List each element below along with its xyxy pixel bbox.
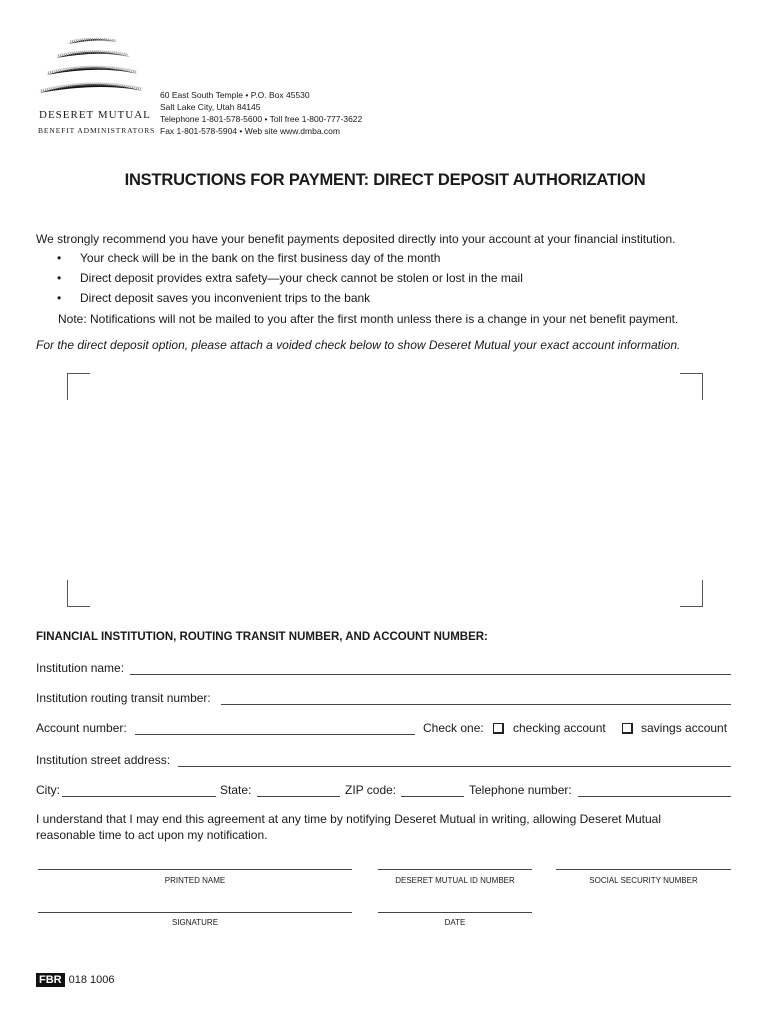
- form-number-value: 018 1006: [68, 974, 115, 986]
- printed-name-label: PRINTED NAME: [164, 876, 226, 885]
- city-label: City:: [36, 783, 60, 797]
- note-text: Note: Notifications will not be mailed to you after the first month unless there is a change in your net benefit payment.: [58, 312, 679, 326]
- signature-label: SIGNATURE: [171, 918, 219, 927]
- state-field[interactable]: [257, 796, 340, 797]
- form-prefix-badge: FBR: [36, 973, 65, 987]
- address-line: 60 East South Temple • P.O. Box 45530: [160, 90, 310, 100]
- attach-check-instruction: For the direct deposit option, please attach a voided check below to show Deseret Mutual your exact account information.: [36, 338, 681, 352]
- checking-account-checkbox[interactable]: [493, 723, 504, 734]
- check-area-corner: [67, 373, 90, 400]
- bullet-glyph: •: [57, 291, 62, 305]
- form-number: [36, 973, 115, 987]
- address-line: Fax 1-801-578-5904 • Web site www.dmba.com: [160, 126, 340, 136]
- dm-id-field[interactable]: [378, 869, 532, 870]
- account-number-field[interactable]: [135, 734, 415, 735]
- savings-account-label: savings account: [641, 721, 728, 735]
- logo-subtitle: BENEFIT ADMINISTRATORS: [38, 126, 156, 135]
- institution-name-label: Institution name:: [36, 661, 125, 675]
- bullet-item: Direct deposit provides extra safety—your check cannot be stolen or lost in the mail: [80, 271, 523, 285]
- telephone-field[interactable]: [578, 796, 731, 797]
- account-number-label: Account number:: [36, 721, 127, 735]
- state-label: State:: [220, 783, 252, 797]
- checking-account-label: checking account: [513, 721, 606, 735]
- check-area-corner: [680, 373, 703, 400]
- printed-name-field[interactable]: [38, 869, 352, 870]
- check-area-corner: [67, 580, 90, 607]
- check-area-corner: [680, 580, 703, 607]
- date-label: DATE: [444, 918, 466, 927]
- telephone-label: Telephone number:: [469, 783, 572, 797]
- date-field[interactable]: [378, 912, 532, 913]
- section-title: FINANCIAL INSTITUTION, ROUTING TRANSIT NUMBER, AND ACCOUNT NUMBER:: [36, 631, 488, 643]
- zip-label: ZIP code:: [345, 783, 397, 797]
- zip-field[interactable]: [401, 796, 464, 797]
- logo-name: DESERET MUTUAL: [39, 109, 151, 121]
- check-one-label: Check one:: [423, 721, 484, 735]
- bullet-item: Your check will be in the bank on the first business day of the month: [80, 251, 441, 265]
- ssn-field[interactable]: [556, 869, 731, 870]
- city-field[interactable]: [62, 796, 216, 797]
- street-address-field[interactable]: [178, 766, 731, 767]
- routing-number-label: Institution routing transit number:: [36, 691, 211, 705]
- bullet-glyph: •: [57, 251, 62, 265]
- routing-number-field[interactable]: [221, 704, 731, 705]
- intro-text: We strongly recommend you have your benefit payments deposited directly into your account at your financial institution.: [36, 232, 676, 246]
- page-title: INSTRUCTIONS FOR PAYMENT: DIRECT DEPOSIT AUTHORIZATION: [124, 171, 646, 189]
- dm-id-label: DESERET MUTUAL ID NUMBER: [395, 876, 515, 885]
- address-line: Telephone 1-801-578-5600 • Toll free 1-800-777-3622: [160, 114, 363, 124]
- agreement-text: reasonable time to act upon my notification.: [36, 828, 268, 842]
- street-address-label: Institution street address:: [36, 753, 171, 767]
- savings-account-checkbox[interactable]: [622, 723, 633, 734]
- bullet-glyph: •: [57, 271, 62, 285]
- deseret-mutual-logo: [30, 30, 150, 114]
- institution-name-field[interactable]: [130, 674, 731, 675]
- agreement-text: I understand that I may end this agreement at any time by notifying Deseret Mutual in writing, allowing Deseret Mutual: [36, 812, 661, 826]
- signature-field[interactable]: [38, 912, 352, 913]
- ssn-label: SOCIAL SECURITY NUMBER: [589, 876, 698, 885]
- bullet-item: Direct deposit saves you inconvenient trips to the bank: [80, 291, 371, 305]
- address-line: Salt Lake City, Utah 84145: [160, 102, 261, 112]
